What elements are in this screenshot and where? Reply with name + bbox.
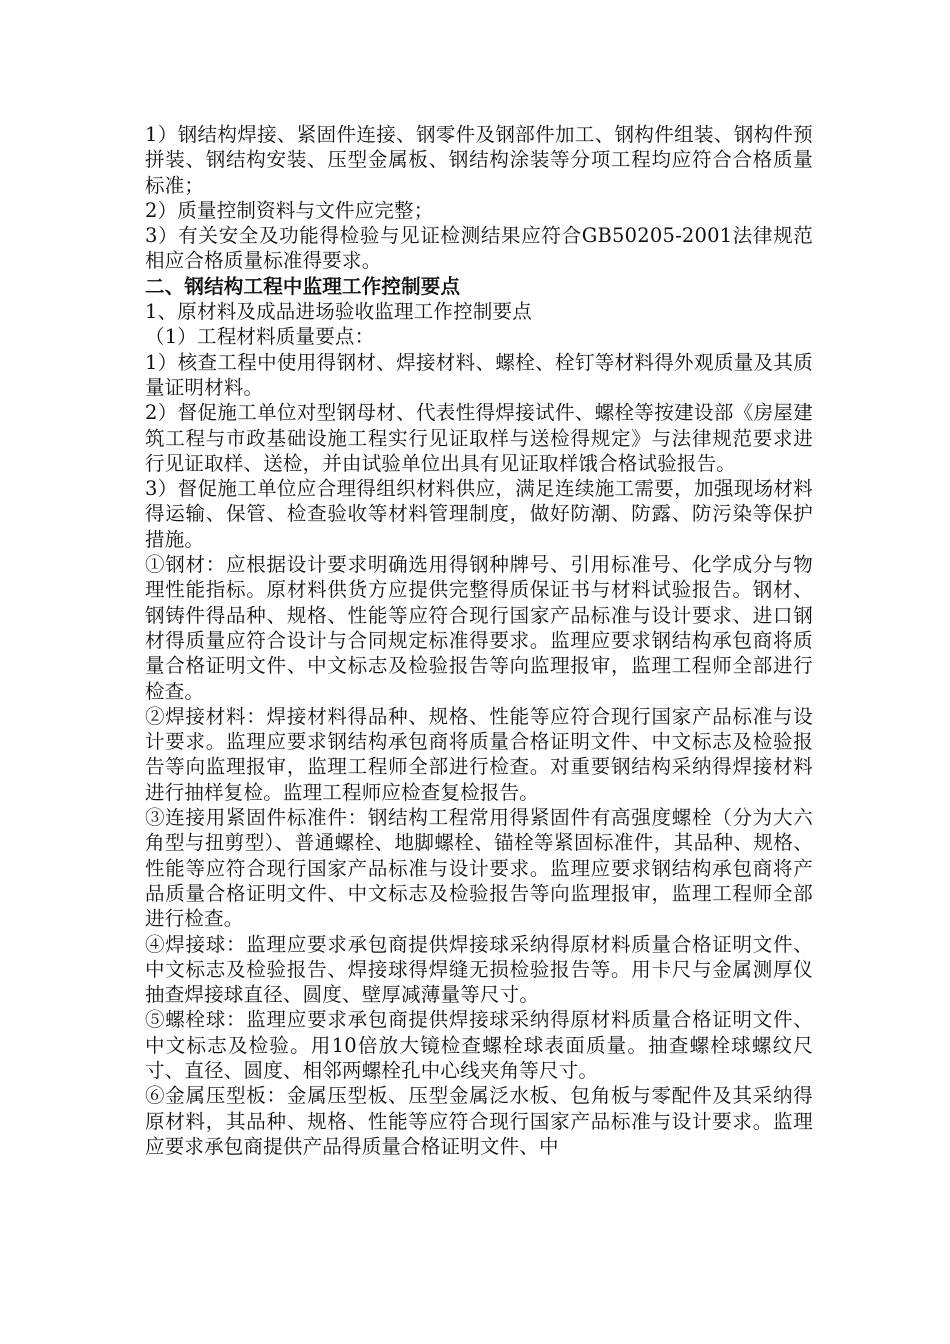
paragraph-material-item-3: 3）督促施工单位应合理得组织材料供应，满足连续施工需要，加强现场材料得运输、保管、检查验收等材料管理制度，做好防潮、防露、防污染等保护措施。	[145, 477, 813, 551]
paragraph-material-item-1: 1）核查工程中使用得钢材、焊接材料、螺栓、栓钉等材料得外观质量及其质量证明材料。	[145, 350, 813, 399]
sub-subsection-heading: （1）工程材料质量要点：	[145, 325, 375, 349]
paragraph-acceptance-item-2: 2）质量控制资料与文件应完整；	[145, 198, 434, 222]
paragraph-steel: ①钢材：应根据设计要求明确选用得钢种牌号、引用标准号、化学成分与物理性能指标。原材料供货方应提供完整得质保证书与材料试验报告。钢材、钢铸件得品种、规格、性能等应符合现行国家产品标准与设计要求、进口钢材得质量应符合设计与合同规定标准得要求。监理应要求钢结构承包商将质量合格证明文件、中文标志及检验报告等向监理报审，监理工程师全部进行检查。	[145, 553, 813, 703]
paragraph-fasteners: ③连接用紧固件标准件：钢结构工程常用得紧固件有高强度螺栓（分为大六角型与扭剪型）、普通螺栓、地脚螺栓、锚栓等紧固标准件，其品种、规格、性能等应符合现行国家产品标准与设计要求。监理应要求钢结构承包商将产品质量合格证明文件、中文标志及检验报告等向监理报审，监理工程师全部进行检查。	[145, 806, 813, 931]
paragraph-bolted-ball: ⑤螺栓球：监理应要求承包商提供焊接球采纳得原材料质量合格证明文件、中文标志及检验。用10倍放大镜检查螺栓球表面质量。抽查螺栓球螺纹尺寸、直径、圆度、相邻两螺栓孔中心线夹角等尺寸。	[145, 1008, 813, 1082]
paragraph-material-item-2: 2）督促施工单位对型钢母材、代表性得焊接试件、螺栓等按建设部《房屋建筑工程与市政基础设施工程实行见证取样与送检得规定》与法律规范要求进行见证取样、送检，并由试验单位出具有见证取样饿合格试验报告。	[145, 401, 813, 475]
paragraph-welded-ball: ④焊接球：监理应要求承包商提供焊接球采纳得原材料质量合格证明文件、中文标志及检验报告、焊接球得焊缝无损检验报告等。用卡尺与金属测厚仪抽查焊接球直径、圆度、壁厚减薄量等尺寸。	[145, 932, 813, 1007]
paragraph-welding-materials: ②焊接材料：焊接材料得品种、规格、性能等应符合现行国家产品标准与设计要求。监理应要求钢结构承包商将质量合格证明文件、中文标志及检验报告等向监理报审，监理工程师全部进行检查。对重要钢结构采纳得焊接材料进行抽样复检。监理工程师应检查复检报告。	[145, 704, 813, 804]
document-body	[145, 122, 813, 1159]
paragraph-acceptance-item-1: 1）钢结构焊接、紧固件连接、钢零件及钢部件加工、钢构件组装、钢构件预拼装、钢结构安装、压型金属板、钢结构涂装等分项工程均应符合合格质量标准；	[145, 123, 813, 197]
section-heading: 二、钢结构工程中监理工作控制要点	[145, 274, 461, 298]
subsection-heading: 1、原材料及成品进场验收监理工作控制要点	[145, 300, 532, 324]
paragraph-acceptance-item-3: 3）有关安全及功能得检验与见证检测结果应符合GB50205-2001法律规范相应合格质量标准得要求。	[145, 224, 813, 273]
paragraph-profiled-metal-sheet: ⑥金属压型板：金属压型板、压型金属泛水板、包角板与零配件及其采纳得原材料，其品种、规格、性能等应符合现行国家产品标准与设计要求。监理应要求承包商提供产品得质量合格证明文件、中	[145, 1084, 813, 1158]
